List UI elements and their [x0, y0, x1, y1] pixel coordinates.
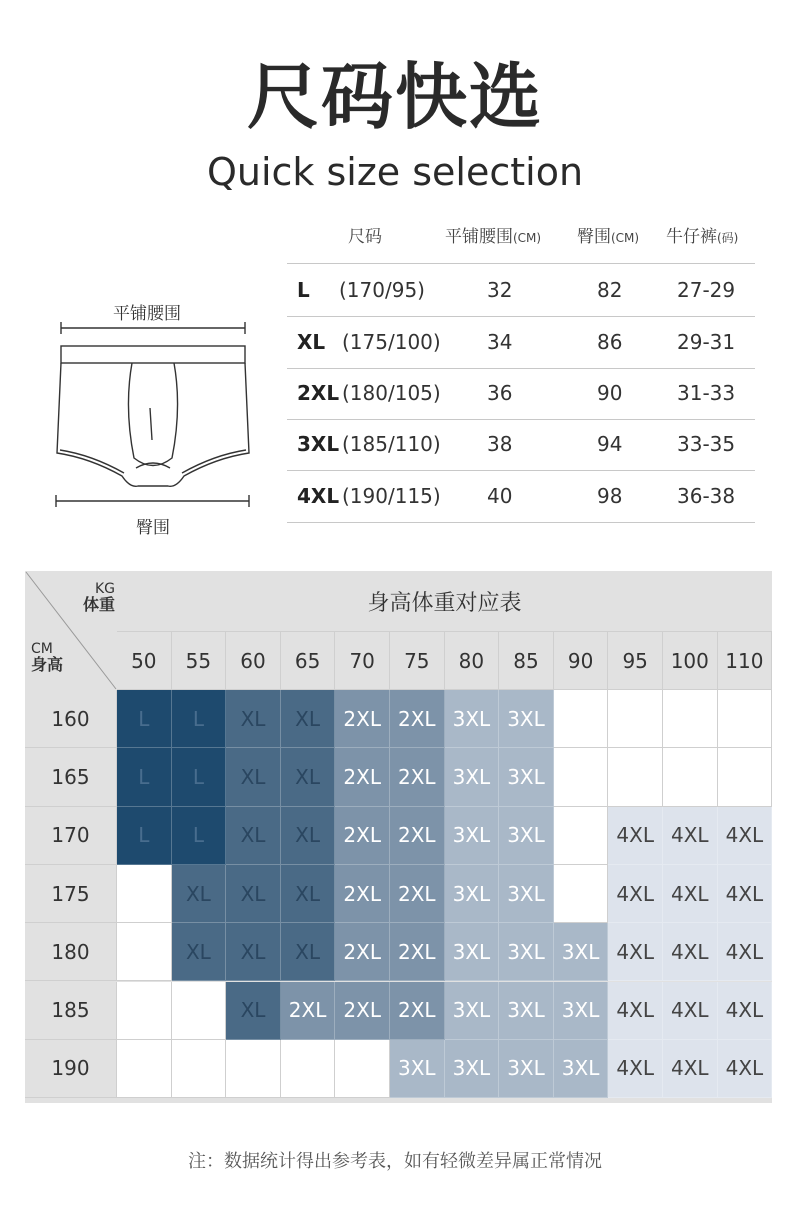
- size-label: 4XL: [297, 484, 340, 508]
- size-cell: L: [172, 807, 227, 865]
- size-cell: [172, 982, 227, 1040]
- size-cell: 4XL: [663, 807, 718, 865]
- matrix-title: 身高体重对应表: [117, 571, 772, 632]
- height-header: 180: [25, 923, 117, 981]
- weight-header: 55: [172, 632, 227, 690]
- height-header: 160: [25, 690, 117, 748]
- size-row: [287, 368, 755, 420]
- size-cell: 3XL: [445, 1040, 500, 1098]
- height-weight-table: [25, 571, 772, 1103]
- jeans-value: 31-33: [677, 381, 736, 405]
- header-jeans: 牛仔裤(码): [666, 227, 739, 247]
- hip-label: 臀围: [136, 518, 170, 538]
- size-cell: 3XL: [554, 1040, 609, 1098]
- size-cell: [663, 690, 718, 748]
- underwear-diagram: [50, 318, 255, 518]
- size-row: [287, 471, 755, 523]
- size-cell: XL: [226, 865, 281, 923]
- size-height-weight: (190/115): [342, 484, 441, 508]
- size-cell: 4XL: [608, 923, 663, 981]
- size-cell: L: [117, 690, 172, 748]
- height-header: 175: [25, 865, 117, 923]
- size-row: [287, 317, 755, 369]
- weight-header: 85: [499, 632, 554, 690]
- size-cell: 3XL: [445, 982, 500, 1040]
- size-cell: 2XL: [335, 923, 390, 981]
- size-cell: XL: [281, 807, 336, 865]
- size-label: 3XL: [297, 432, 340, 456]
- hip-value: 82: [597, 278, 623, 302]
- size-cell: 4XL: [718, 982, 773, 1040]
- size-cell: 3XL: [445, 748, 500, 806]
- hip-value: 90: [597, 381, 623, 405]
- corner-weight: 体重: [83, 595, 116, 614]
- size-cell: [608, 748, 663, 806]
- waist-value: 38: [487, 432, 513, 456]
- size-cell: XL: [226, 807, 281, 865]
- size-cell: 3XL: [554, 982, 609, 1040]
- size-cell: [117, 865, 172, 923]
- size-cell: 3XL: [445, 690, 500, 748]
- size-cell: 2XL: [390, 923, 445, 981]
- size-label: XL: [297, 330, 326, 354]
- weight-header: 80: [445, 632, 500, 690]
- size-cell: 3XL: [499, 982, 554, 1040]
- size-cell: [335, 1040, 390, 1098]
- size-cell: L: [117, 807, 172, 865]
- waist-value: 34: [487, 330, 513, 354]
- weight-header: 75: [390, 632, 445, 690]
- size-cell: 2XL: [390, 748, 445, 806]
- size-cell: 4XL: [608, 865, 663, 923]
- size-cell: XL: [281, 748, 336, 806]
- size-cell: 4XL: [718, 923, 773, 981]
- size-cell: L: [172, 690, 227, 748]
- size-cell: 4XL: [718, 807, 773, 865]
- size-cell: 2XL: [335, 690, 390, 748]
- size-cell: 3XL: [499, 748, 554, 806]
- waist-label: 平铺腰围: [113, 304, 181, 324]
- size-cell: XL: [172, 865, 227, 923]
- size-cell: 3XL: [499, 1040, 554, 1098]
- size-cell: [554, 865, 609, 923]
- weight-header: 110: [718, 632, 773, 690]
- size-cell: 2XL: [390, 690, 445, 748]
- size-cell: 4XL: [663, 865, 718, 923]
- header-waist: 平铺腰围(CM): [445, 227, 542, 247]
- corner-cm: CM: [31, 641, 53, 657]
- size-cell: L: [117, 748, 172, 806]
- header-size: 尺码: [348, 227, 382, 247]
- weight-header: 70: [335, 632, 390, 690]
- size-cell: 3XL: [390, 1040, 445, 1098]
- size-cell: 4XL: [608, 982, 663, 1040]
- size-height-weight: (170/95): [339, 278, 425, 302]
- size-cell: [554, 807, 609, 865]
- size-cell: [663, 748, 718, 806]
- weight-header: 90: [554, 632, 609, 690]
- weight-header: 100: [663, 632, 718, 690]
- size-cell: [117, 923, 172, 981]
- jeans-value: 36-38: [677, 484, 736, 508]
- corner-kg: KG: [94, 581, 116, 597]
- size-height-weight: (175/100): [342, 330, 441, 354]
- hip-value: 86: [597, 330, 623, 354]
- size-height-weight: (185/110): [342, 432, 441, 456]
- size-row: [287, 265, 755, 317]
- waist-value: 36: [487, 381, 513, 405]
- weight-header: 65: [281, 632, 336, 690]
- size-height-weight: (180/105): [342, 381, 441, 405]
- size-cell: 4XL: [608, 1040, 663, 1098]
- height-header: 185: [25, 982, 117, 1040]
- size-cell: 2XL: [335, 807, 390, 865]
- size-cell: 3XL: [499, 690, 554, 748]
- corner-height-label: [31, 641, 63, 673]
- size-cell: 3XL: [554, 923, 609, 981]
- size-cell: 3XL: [445, 807, 500, 865]
- header-divider: [287, 263, 755, 264]
- size-cell: 2XL: [390, 865, 445, 923]
- size-row: [287, 419, 755, 471]
- jeans-value: 27-29: [677, 278, 736, 302]
- size-cell: XL: [226, 690, 281, 748]
- jeans-value: 33-35: [677, 432, 736, 456]
- size-cell: XL: [172, 923, 227, 981]
- waist-value: 40: [487, 484, 513, 508]
- jeans-value: 29-31: [677, 330, 736, 354]
- size-cell: L: [172, 748, 227, 806]
- size-cell: 2XL: [335, 748, 390, 806]
- hip-value: 98: [597, 484, 623, 508]
- size-cell: XL: [281, 690, 336, 748]
- size-cell: 2XL: [335, 865, 390, 923]
- weight-header: 50: [117, 632, 172, 690]
- page-subtitle: Quick size selection: [206, 150, 584, 194]
- height-header: 190: [25, 1040, 117, 1098]
- header-hip: 臀围(CM): [577, 227, 640, 247]
- size-cell: 4XL: [608, 807, 663, 865]
- size-label: L: [297, 278, 310, 302]
- size-cell: 3XL: [445, 923, 500, 981]
- footnote: 注：数据统计得出参考表，如有轻微差异属正常情况: [188, 1151, 602, 1172]
- size-cell: 4XL: [663, 982, 718, 1040]
- size-cell: XL: [226, 923, 281, 981]
- size-cell: 4XL: [718, 865, 773, 923]
- hip-value: 94: [597, 432, 623, 456]
- size-cell: 2XL: [390, 807, 445, 865]
- size-cell: [281, 1040, 336, 1098]
- size-cell: 3XL: [445, 865, 500, 923]
- corner-weight-label: [83, 581, 115, 613]
- size-cell: [608, 690, 663, 748]
- size-cell: [718, 748, 773, 806]
- size-cell: 4XL: [718, 1040, 773, 1098]
- size-label: 2XL: [297, 381, 340, 405]
- size-cell: [172, 1040, 227, 1098]
- size-cell: [554, 690, 609, 748]
- size-cell: XL: [281, 923, 336, 981]
- size-cell: 2XL: [335, 982, 390, 1040]
- size-cell: [226, 1040, 281, 1098]
- size-cell: 3XL: [499, 807, 554, 865]
- size-cell: [718, 690, 773, 748]
- size-cell: 3XL: [499, 923, 554, 981]
- size-cell: XL: [226, 748, 281, 806]
- height-header: 170: [25, 807, 117, 865]
- size-cell: 4XL: [663, 1040, 718, 1098]
- size-cell: XL: [226, 982, 281, 1040]
- size-cell: 2XL: [390, 982, 445, 1040]
- size-cell: 3XL: [499, 865, 554, 923]
- size-cell: [117, 982, 172, 1040]
- size-cell: XL: [281, 865, 336, 923]
- size-cell: [554, 748, 609, 806]
- weight-header: 95: [608, 632, 663, 690]
- size-cell: [117, 1040, 172, 1098]
- height-header: 165: [25, 748, 117, 806]
- weight-header: 60: [226, 632, 281, 690]
- size-cell: 4XL: [663, 923, 718, 981]
- page-title: 尺码快选: [246, 55, 543, 139]
- waist-value: 32: [487, 278, 513, 302]
- corner-height: 身高: [31, 655, 64, 674]
- size-cell: 2XL: [281, 982, 336, 1040]
